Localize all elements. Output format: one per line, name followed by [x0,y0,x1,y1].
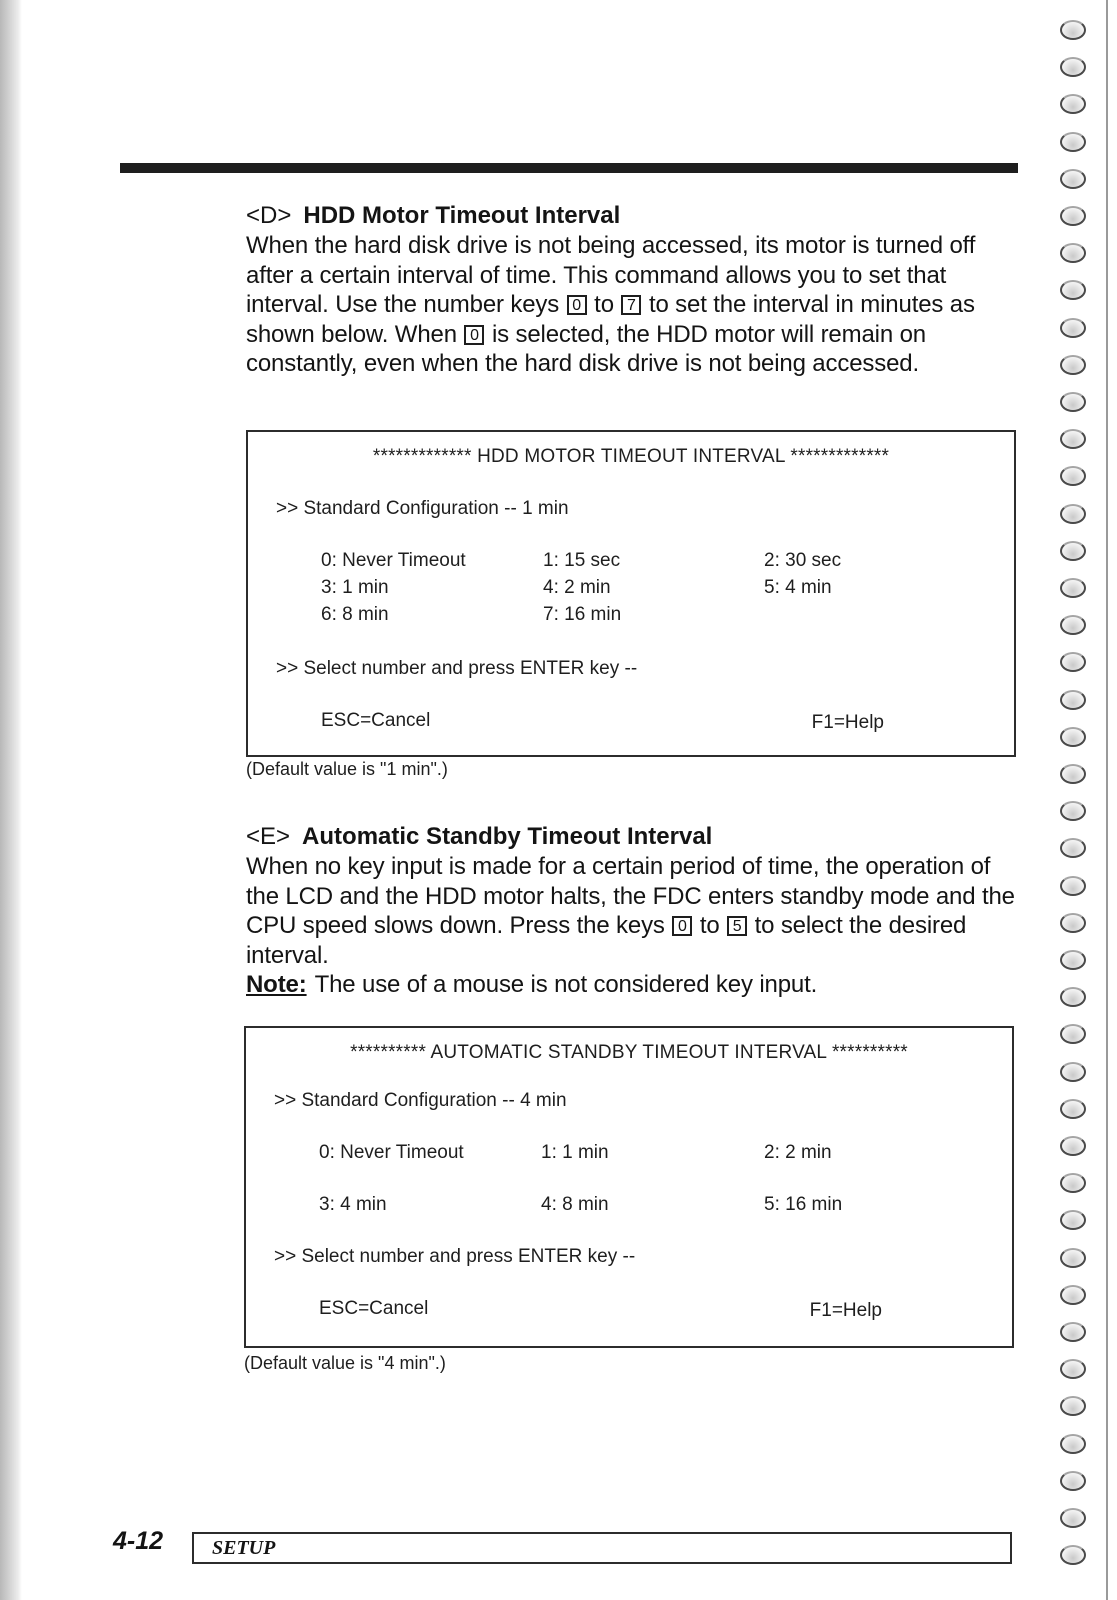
binder-ring [1060,913,1086,933]
binder-ring [1060,1545,1086,1565]
body-text-3: to select the desired interval. [246,912,967,969]
option-0: 0: Never Timeout [321,550,466,571]
binder-ring [1060,690,1086,710]
section-tag: <E> [246,823,291,850]
option-1: 1: 15 sec [543,550,621,571]
default-caption-d: (Default value is "1 min".) [246,759,448,779]
binder-ring [1060,950,1086,970]
screen-title: ************* HDD MOTOR TIMEOUT INTERVAL ************* [372,446,890,467]
standard-configuration: >> Standard Configuration -- 1 min [276,498,569,519]
body-text-2: to [587,291,621,318]
binder-ring [1060,541,1086,561]
section-title: Automatic Standby Timeout Interval [302,823,713,850]
page-number: 4-12 [113,1527,164,1555]
section-heading [246,201,1016,231]
option-2: 2: 2 min [764,1142,832,1163]
esc-cancel: ESC=Cancel [319,1298,429,1319]
binder-ring [1060,1136,1086,1156]
binder-ring [1060,1248,1086,1268]
top-rule [120,163,1018,173]
binder-ring [1060,801,1086,821]
note-text: The use of a mouse is not considered key input. [314,971,818,998]
binder-ring [1060,20,1086,40]
footer-chapter-box [192,1532,1012,1564]
option-4: 4: 2 min [543,577,611,598]
option-3: 3: 1 min [321,577,389,598]
note-label: Note: [246,971,307,998]
body-text-4: is selected, the HDD motor will remain on constantly, even when the hard disk drive is not being accessed. [246,320,926,377]
binder-ring [1060,1173,1086,1193]
binder-ring [1060,243,1086,263]
esc-cancel: ESC=Cancel [321,710,431,731]
body-text-1: When no key input is made for a certain period of time, the operation of the LCD and the HDD motor halts, the FDC enters standby mode and the CPU speed slows down. Press the keys [246,853,1015,939]
binder-ring [1060,1359,1086,1379]
body-text-3: to set the interval in minutes as shown below. When [246,291,975,348]
key-0: 0 [464,325,484,345]
f1-help: F1=Help [809,1300,882,1321]
select-prompt: >> Select number and press ENTER key -- [274,1246,636,1267]
option-4: 4: 8 min [541,1194,609,1215]
binder-ring [1060,615,1086,635]
binder-ring [1060,1210,1086,1230]
binder-ring [1060,1434,1086,1454]
section-heading [246,822,1016,852]
option-0: 0: Never Timeout [319,1142,464,1163]
section-body [246,852,1016,970]
binder-ring [1060,652,1086,672]
option-2: 2: 30 sec [764,550,842,571]
key-0: 0 [567,295,587,315]
option-5: 5: 4 min [764,577,832,598]
binder-ring [1060,1471,1086,1491]
screen-standby-timeout [244,1026,1014,1348]
binder-ring [1060,838,1086,858]
binder-ring [1060,876,1086,896]
binder-ring [1060,578,1086,598]
page-right-edge [1106,0,1108,1600]
page-left-edge [0,0,22,1600]
select-prompt: >> Select number and press ENTER key -- [276,658,638,679]
binder-ring [1060,1024,1086,1044]
binder-ring [1060,1322,1086,1342]
binder-ring [1060,1099,1086,1119]
binder-rings [1055,20,1095,1600]
note [246,970,1016,1000]
binder-ring [1060,727,1086,747]
binder-ring [1060,206,1086,226]
body-text-1: When the hard disk drive is not being accessed, its motor is turned off after a certain interval of time. This command allows you to set that interval. Use the number keys [246,232,976,318]
option-1: 1: 1 min [541,1142,609,1163]
chapter-label: SETUP [212,1537,276,1559]
binder-ring [1060,355,1086,375]
option-7: 7: 16 min [543,604,622,625]
binder-ring [1060,392,1086,412]
standard-configuration: >> Standard Configuration -- 4 min [274,1090,567,1111]
key-5: 5 [727,916,747,936]
option-3: 3: 4 min [319,1194,387,1215]
binder-ring [1060,57,1086,77]
binder-ring [1060,1285,1086,1305]
binder-ring [1060,1062,1086,1082]
section-tag: <D> [246,202,292,229]
binder-ring [1060,1396,1086,1416]
binder-ring [1060,318,1086,338]
body-text-2: to [693,912,727,939]
binder-ring [1060,504,1086,524]
binder-ring [1060,429,1086,449]
binder-ring [1060,987,1086,1007]
option-5: 5: 16 min [764,1194,843,1215]
binder-ring [1060,764,1086,784]
binder-ring [1060,466,1086,486]
screen-hdd-motor-timeout [246,430,1016,757]
section-hdd-motor-timeout [246,201,1016,379]
f1-help: F1=Help [811,712,884,733]
key-0: 0 [672,916,692,936]
section-title: HDD Motor Timeout Interval [303,202,621,229]
section-body [246,231,1016,379]
option-6: 6: 8 min [321,604,389,625]
key-7: 7 [621,295,641,315]
screen-title: ********** AUTOMATIC STANDBY TIMEOUT INTERVAL ********** [350,1042,908,1063]
binder-ring [1060,132,1086,152]
binder-ring [1060,1508,1086,1528]
section-standby-timeout [246,822,1016,1000]
binder-ring [1060,280,1086,300]
binder-ring [1060,169,1086,189]
binder-ring [1060,94,1086,114]
default-caption-e: (Default value is "4 min".) [244,1353,446,1373]
